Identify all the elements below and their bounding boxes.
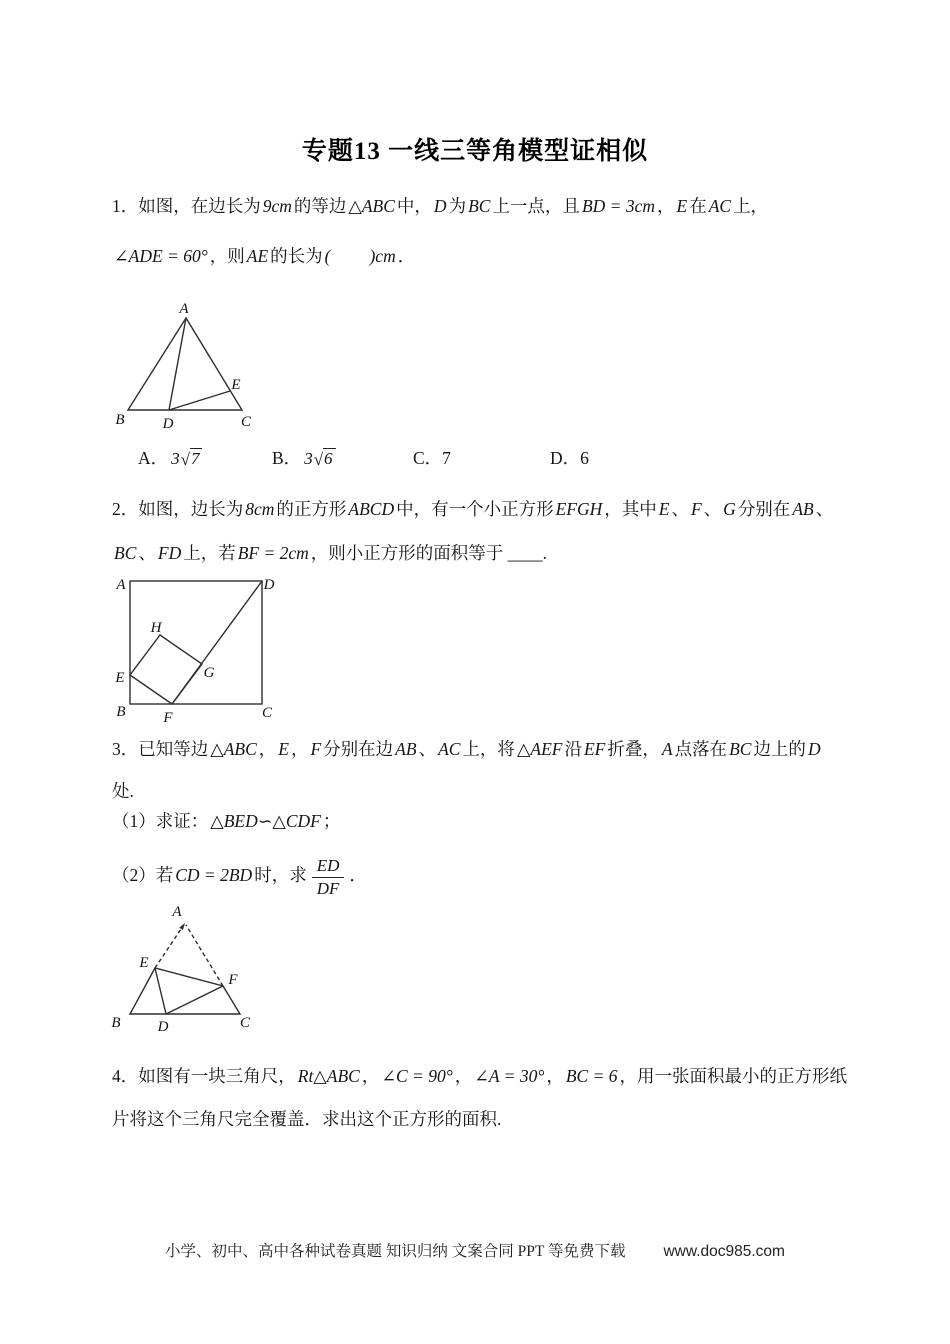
text-segment: BC — [114, 543, 137, 563]
square-root — [304, 448, 335, 469]
text-segment: 、 — [418, 739, 437, 759]
text-segment: △ABC — [348, 196, 395, 216]
text-segment: 的等边 — [293, 196, 347, 216]
problem-1-line-1 — [112, 193, 768, 219]
text-segment: ，则小正方形的面积等于 — [310, 543, 508, 563]
text-segment: ， — [361, 1066, 380, 1086]
problem-2-line-2 — [112, 540, 547, 566]
text-segment: ，其中 — [604, 499, 657, 519]
vertex-label-d: D — [157, 1019, 169, 1035]
problem-4-line-1 — [112, 1063, 847, 1089]
text-segment: ． — [397, 246, 416, 266]
text-segment: B． — [272, 448, 302, 468]
vertex-label-g: G — [203, 665, 215, 681]
text-segment: E — [278, 739, 289, 759]
text-segment: 、 — [671, 499, 689, 519]
text-segment: 上，若 — [183, 543, 236, 563]
text-segment: 7 — [190, 448, 203, 469]
text-segment: CD = 2BD — [175, 865, 253, 886]
vertex-label-a: A — [179, 301, 189, 317]
text-segment: 中，有一个小正方形 — [396, 499, 554, 519]
option-a — [138, 445, 202, 470]
text-segment: ，用一张面积最小的正方形纸 — [619, 1066, 847, 1086]
figure-3-folded-triangle — [105, 898, 270, 1038]
text-segment: ____ — [507, 543, 543, 563]
option-d — [550, 445, 589, 470]
text-segment: ， — [290, 739, 309, 759]
text-segment: 折叠， — [607, 739, 660, 759]
option-b — [272, 445, 336, 470]
vertex-label-d: D — [162, 416, 174, 432]
text-segment: )cm — [369, 246, 396, 266]
text-segment: 分别在边 — [323, 739, 394, 759]
text-segment: 片将这个三角尺完全覆盖．求出这个正方形的面积. — [112, 1109, 502, 1129]
text-segment: EFGH — [555, 499, 603, 519]
vertex-label-c: C — [261, 705, 273, 721]
problem-3-line-1 — [112, 736, 823, 762]
problem-3-part-1 — [112, 808, 340, 834]
problem-3-line-2 — [112, 778, 134, 804]
text-segment: ； — [322, 811, 341, 831]
text-segment: AC — [708, 196, 732, 216]
figure-2-square-abcd — [110, 570, 285, 728]
vertex-label-h: H — [150, 620, 162, 636]
text-segment: 1．如图，在边长为 — [112, 196, 261, 216]
text-segment: 沿 — [564, 739, 582, 759]
text-segment: 3．已知等边 — [112, 739, 209, 759]
vertex-label-f: F — [163, 710, 173, 726]
vertex-label-b: B — [111, 1015, 121, 1031]
text-segment: FD — [157, 543, 182, 563]
text-segment: 2．如图，边长为 — [112, 499, 244, 519]
option-c — [413, 445, 451, 470]
text-segment: AB — [395, 739, 417, 759]
text-segment: D — [807, 739, 821, 759]
text-segment: AE — [246, 246, 269, 266]
text-segment: 9cm — [262, 196, 292, 216]
vertex-label-c: C — [240, 414, 252, 430]
text-segment: 6 — [323, 448, 336, 469]
text-segment: A — [661, 739, 673, 759]
text-segment: √ — [313, 450, 324, 469]
text-segment: 、 — [703, 499, 722, 519]
text-segment: ， — [258, 739, 277, 759]
text-segment: F — [690, 499, 702, 519]
text-segment: 为 — [448, 196, 467, 216]
text-segment: D．6 — [550, 448, 589, 468]
text-segment: Rt△ABC — [297, 1066, 360, 1086]
text-segment: 中， — [396, 196, 432, 216]
vertex-label-e: E — [231, 377, 241, 393]
text-segment: E — [676, 196, 688, 216]
page-title: 专题13 一线三等角模型证相似 — [301, 138, 649, 165]
text-segment: ABCD — [348, 499, 395, 519]
vertex-label-b: B — [115, 412, 125, 428]
vertex-label-d: D — [263, 577, 275, 593]
text-segment: √ — [180, 450, 190, 469]
text-segment: 时，求 — [254, 865, 307, 886]
text-segment: 的正方形 — [276, 499, 347, 519]
text-segment: ∠C = 90° — [381, 1066, 453, 1086]
text-segment: . — [542, 543, 548, 563]
text-segment: F — [310, 739, 322, 759]
text-segment: △BED∽△CDF — [210, 811, 321, 831]
text-segment: ED — [312, 856, 345, 878]
problem-4-line-2 — [112, 1106, 501, 1132]
text-segment: 3 — [171, 449, 180, 468]
vertex-label-e: E — [139, 955, 149, 971]
vertex-label-a: A — [172, 904, 182, 920]
text-segment: AB — [792, 499, 814, 519]
text-segment: A． — [138, 448, 169, 468]
text-segment: △AEF — [516, 739, 563, 759]
text-segment: 上一点，且 — [492, 196, 580, 216]
problem-1-line-2 — [112, 243, 415, 269]
text-segment: 、 — [138, 543, 156, 563]
text-segment: 的长为 — [270, 246, 323, 266]
text-segment: 3 — [304, 449, 313, 468]
text-segment: BD = 3cm — [581, 196, 655, 216]
text-segment: （1）求证： — [112, 811, 209, 831]
text-segment: 上，将 — [462, 739, 515, 759]
text-segment: 、 — [815, 499, 834, 519]
text-segment: C．7 — [413, 448, 451, 468]
text-segment: ∠ADE = 60° — [114, 246, 208, 266]
text-segment: D — [433, 196, 447, 216]
footer-site-url: www.doc985.com — [663, 1243, 785, 1260]
text-segment: BC — [468, 196, 491, 216]
text-segment: G — [723, 499, 736, 519]
text-segment: DF — [316, 878, 340, 898]
text-segment: 在 — [689, 196, 707, 216]
footer — [0, 1239, 950, 1261]
text-segment: AC — [438, 739, 461, 759]
text-segment: ． — [349, 865, 367, 886]
text-segment: △ABC — [210, 739, 257, 759]
vertex-label-c: C — [239, 1015, 251, 1031]
vertex-label-e: E — [115, 670, 125, 686]
square-root — [171, 448, 202, 469]
text-segment: E — [658, 499, 670, 519]
text-segment: BC — [729, 739, 752, 759]
problem-1-options — [0, 445, 950, 475]
problem-2-line-1 — [112, 496, 833, 522]
text-segment: 分别在 — [737, 499, 791, 519]
text-segment: ， — [454, 1066, 473, 1086]
text-segment: 4．如图有一块三角尺， — [112, 1066, 296, 1086]
text-segment: 点落在 — [674, 739, 728, 759]
text-segment: ，则 — [209, 246, 245, 266]
figure-1-triangle-abc — [108, 296, 263, 438]
text-segment: ∠A = 30° — [474, 1066, 545, 1086]
vertex-label-a: A — [116, 577, 126, 593]
text-segment: EF — [583, 739, 606, 759]
text-segment: 上， — [733, 196, 769, 216]
vertex-label-f: F — [228, 972, 238, 988]
text-segment: ， — [546, 1066, 564, 1086]
text-segment: 处. — [112, 781, 134, 801]
text-segment: 8cm — [245, 499, 275, 519]
problem-3-part-2 — [112, 856, 367, 898]
text-segment: ( — [324, 246, 331, 266]
text-segment: 边上的 — [753, 739, 806, 759]
fraction — [312, 856, 345, 898]
text-segment — [332, 246, 367, 266]
text-segment: BC = 6 — [565, 1066, 618, 1086]
footer-text: 小学、初中、高中各种试卷真题 知识归纳 文案合同 PPT 等免费下载 — [165, 1243, 626, 1260]
vertex-label-b: B — [116, 704, 126, 720]
text-segment: （2）若 — [112, 865, 174, 886]
text-segment: BF = 2cm — [237, 543, 309, 563]
text-segment: ， — [656, 196, 675, 216]
